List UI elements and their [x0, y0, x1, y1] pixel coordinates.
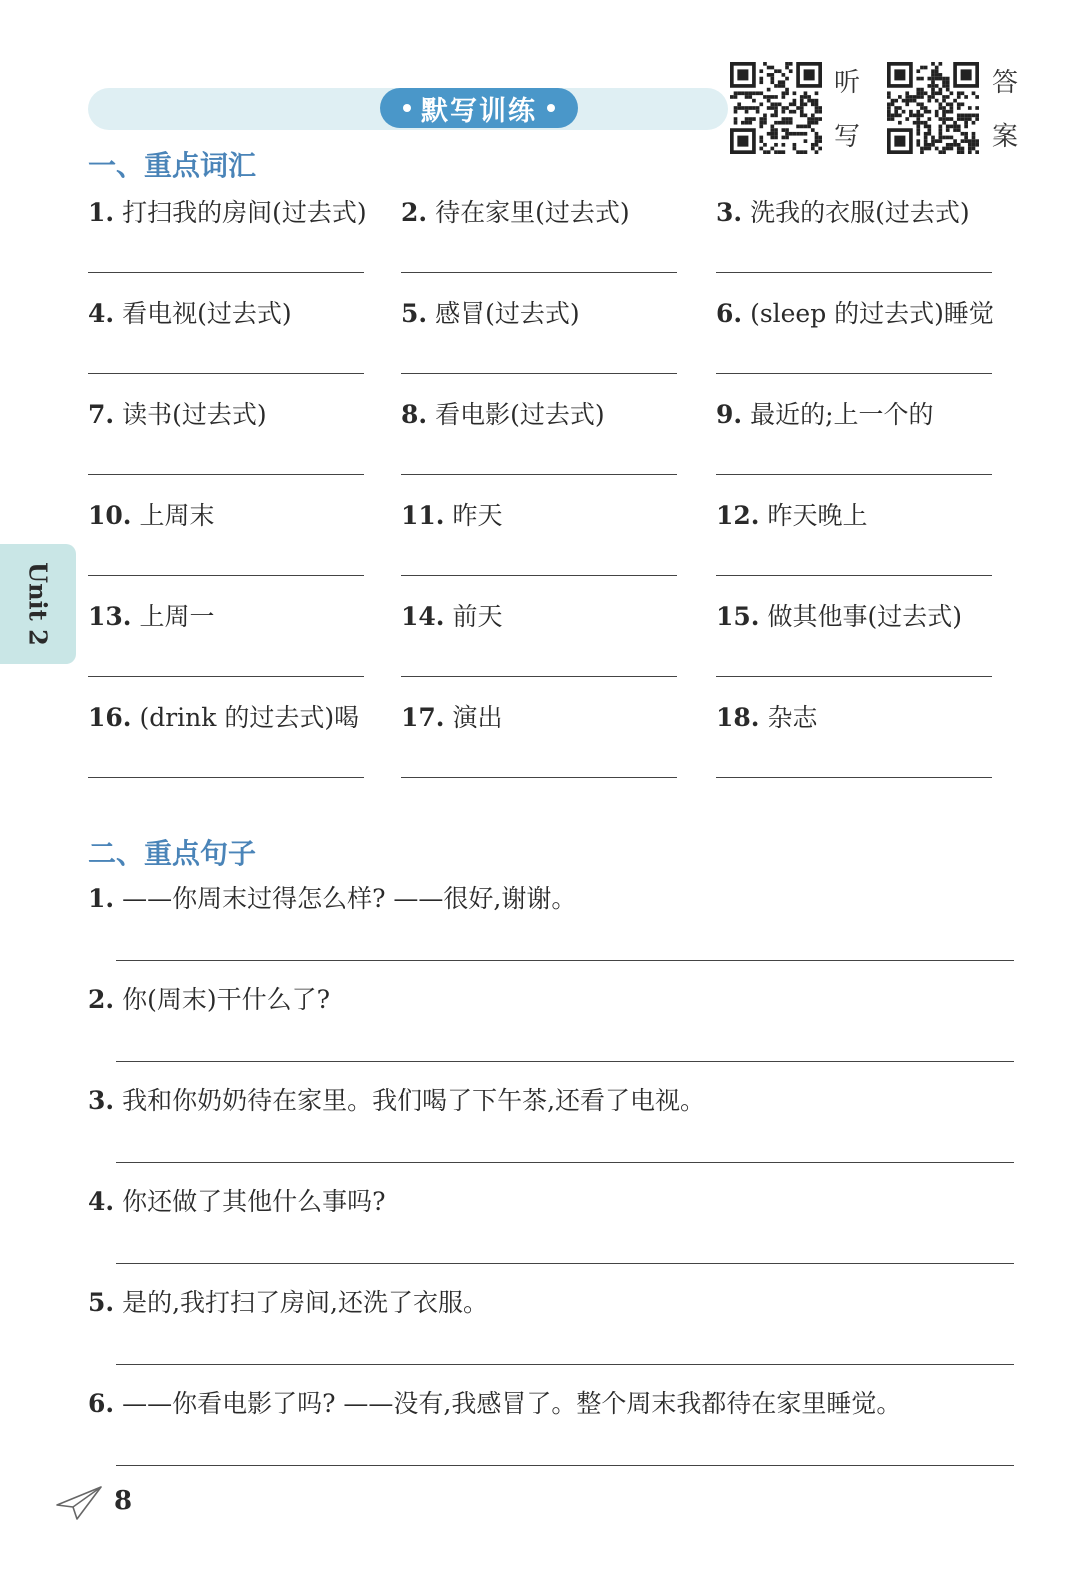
- answer-line[interactable]: [401, 373, 677, 374]
- item-number: 8.: [401, 400, 428, 429]
- dot-icon: [403, 104, 411, 112]
- unit-side-tab: [0, 544, 76, 664]
- vocab-item: [88, 701, 408, 735]
- item-prompt: 演出: [452, 703, 503, 732]
- vocab-item: [88, 600, 408, 634]
- qr-listen-label-1: 听: [834, 68, 861, 98]
- item-number: 2.: [88, 985, 115, 1014]
- vocab-row: [88, 398, 1028, 499]
- answer-line[interactable]: [716, 575, 992, 576]
- sentence-item: [88, 1286, 1018, 1387]
- item-number: 3.: [88, 1086, 115, 1115]
- item-prompt: 杂志: [767, 703, 818, 732]
- item-number: 3.: [716, 198, 743, 227]
- vocab-item: [716, 196, 1036, 230]
- qr-listen-label-2: 写: [834, 122, 861, 152]
- banner-title-pill: [380, 88, 578, 128]
- vocab-item: [401, 499, 721, 533]
- item-number: 17.: [401, 703, 445, 732]
- item-prompt: 打扫我的房间(过去式): [122, 198, 367, 227]
- item-prompt: 昨天: [452, 501, 503, 530]
- answer-line[interactable]: [116, 960, 1014, 961]
- item-number: 9.: [716, 400, 743, 429]
- section-title-vocabulary: 一、重点词汇: [88, 149, 257, 182]
- answer-line[interactable]: [716, 777, 992, 778]
- item-prompt: 昨天晚上: [767, 501, 868, 530]
- qr-pattern: [730, 62, 822, 154]
- vocab-item: [88, 196, 408, 230]
- item-number: 12.: [716, 501, 760, 530]
- listen-qr-code-icon[interactable]: [730, 62, 822, 154]
- item-prompt: (sleep 的过去式)睡觉: [750, 299, 994, 328]
- vocab-item: [716, 499, 1036, 533]
- answer-line[interactable]: [116, 1263, 1014, 1264]
- vocab-item: [716, 600, 1036, 634]
- sentence-item: [88, 1084, 1018, 1185]
- vocab-item: [401, 297, 721, 331]
- paper-plane-icon: [55, 1485, 103, 1521]
- vocab-row: [88, 196, 1028, 297]
- answer-qr-code-icon[interactable]: [887, 62, 979, 154]
- item-number: 6.: [88, 1389, 115, 1418]
- item-number: 10.: [88, 501, 132, 530]
- item-number: 4.: [88, 299, 115, 328]
- item-number: 7.: [88, 400, 115, 429]
- sentence-item: [88, 983, 1018, 1084]
- item-prompt: 上周末: [139, 501, 215, 530]
- vocab-item: [401, 701, 721, 735]
- vocab-row: [88, 600, 1028, 701]
- answer-line[interactable]: [116, 1162, 1014, 1163]
- answer-line[interactable]: [401, 272, 677, 273]
- sentence-item: [88, 1185, 1018, 1286]
- item-prompt: 待在家里(过去式): [435, 198, 630, 227]
- item-number: 13.: [88, 602, 132, 631]
- item-prompt: 读书(过去式): [122, 400, 267, 429]
- vocab-row: [88, 499, 1028, 600]
- sentence-list: [88, 882, 1018, 1488]
- vocab-item: [401, 600, 721, 634]
- answer-line[interactable]: [401, 676, 677, 677]
- answer-line[interactable]: [716, 272, 992, 273]
- vocab-item: [401, 398, 721, 432]
- item-number: 4.: [88, 1187, 115, 1216]
- qr-pattern: [887, 62, 979, 154]
- answer-line[interactable]: [401, 474, 677, 475]
- vocab-item: [716, 398, 1036, 432]
- answer-line[interactable]: [116, 1465, 1014, 1466]
- item-number: 1.: [88, 198, 115, 227]
- answer-line[interactable]: [716, 676, 992, 677]
- qr-answer-label-1: 答: [992, 68, 1019, 98]
- answer-line[interactable]: [88, 575, 364, 576]
- answer-line[interactable]: [116, 1061, 1014, 1062]
- unit-label: Unit 2: [23, 562, 53, 646]
- item-number: 11.: [401, 501, 445, 530]
- item-prompt: 你还做了其他什么事吗?: [122, 1187, 386, 1216]
- item-prompt: 前天: [452, 602, 503, 631]
- item-number: 18.: [716, 703, 760, 732]
- item-prompt: ——你看电影了吗? ——没有,我感冒了。整个周末我都待在家里睡觉。: [122, 1389, 902, 1418]
- item-prompt: 看电影(过去式): [435, 400, 605, 429]
- answer-line[interactable]: [401, 777, 677, 778]
- vocab-row: [88, 297, 1028, 398]
- item-prompt: 感冒(过去式): [435, 299, 580, 328]
- vocab-row: [88, 701, 1028, 802]
- answer-line[interactable]: [88, 272, 364, 273]
- sentence-item: [88, 1387, 1018, 1488]
- item-prompt: ——你周末过得怎么样? ——很好,谢谢。: [122, 884, 577, 913]
- item-number: 16.: [88, 703, 132, 732]
- item-number: 14.: [401, 602, 445, 631]
- item-number: 2.: [401, 198, 428, 227]
- item-prompt: (drink 的过去式)喝: [139, 703, 360, 732]
- item-prompt: 我和你奶奶待在家里。我们喝了下午茶,还看了电视。: [122, 1086, 706, 1115]
- vocab-item: [88, 297, 408, 331]
- item-number: 6.: [716, 299, 743, 328]
- vocabulary-grid: [88, 196, 1028, 802]
- item-prompt: 上周一: [139, 602, 215, 631]
- answer-line[interactable]: [88, 474, 364, 475]
- item-prompt: 你(周末)干什么了?: [122, 985, 330, 1014]
- dot-icon: [547, 104, 555, 112]
- answer-line[interactable]: [88, 373, 364, 374]
- answer-line[interactable]: [716, 474, 992, 475]
- item-number: 5.: [88, 1288, 115, 1317]
- page-number: 8: [114, 1486, 133, 1516]
- answer-line[interactable]: [116, 1364, 1014, 1365]
- item-prompt: 做其他事(过去式): [767, 602, 962, 631]
- answer-line[interactable]: [716, 373, 992, 374]
- answer-line[interactable]: [88, 676, 364, 677]
- banner-title: 默写训练: [421, 95, 537, 127]
- answer-line[interactable]: [88, 777, 364, 778]
- item-prompt: 看电视(过去式): [122, 299, 292, 328]
- qr-answer-label-2: 案: [992, 122, 1019, 152]
- answer-line[interactable]: [401, 575, 677, 576]
- vocab-item: [88, 499, 408, 533]
- item-number: 5.: [401, 299, 428, 328]
- item-number: 15.: [716, 602, 760, 631]
- vocab-item: [401, 196, 721, 230]
- item-prompt: 洗我的衣服(过去式): [750, 198, 970, 227]
- vocab-item: [716, 701, 1036, 735]
- sentence-item: [88, 882, 1018, 983]
- item-prompt: 是的,我打扫了房间,还洗了衣服。: [122, 1288, 488, 1317]
- section-title-sentences: 二、重点句子: [88, 837, 257, 870]
- vocab-item: [88, 398, 408, 432]
- item-number: 1.: [88, 884, 115, 913]
- item-prompt: 最近的;上一个的: [750, 400, 934, 429]
- vocab-item: [716, 297, 1036, 331]
